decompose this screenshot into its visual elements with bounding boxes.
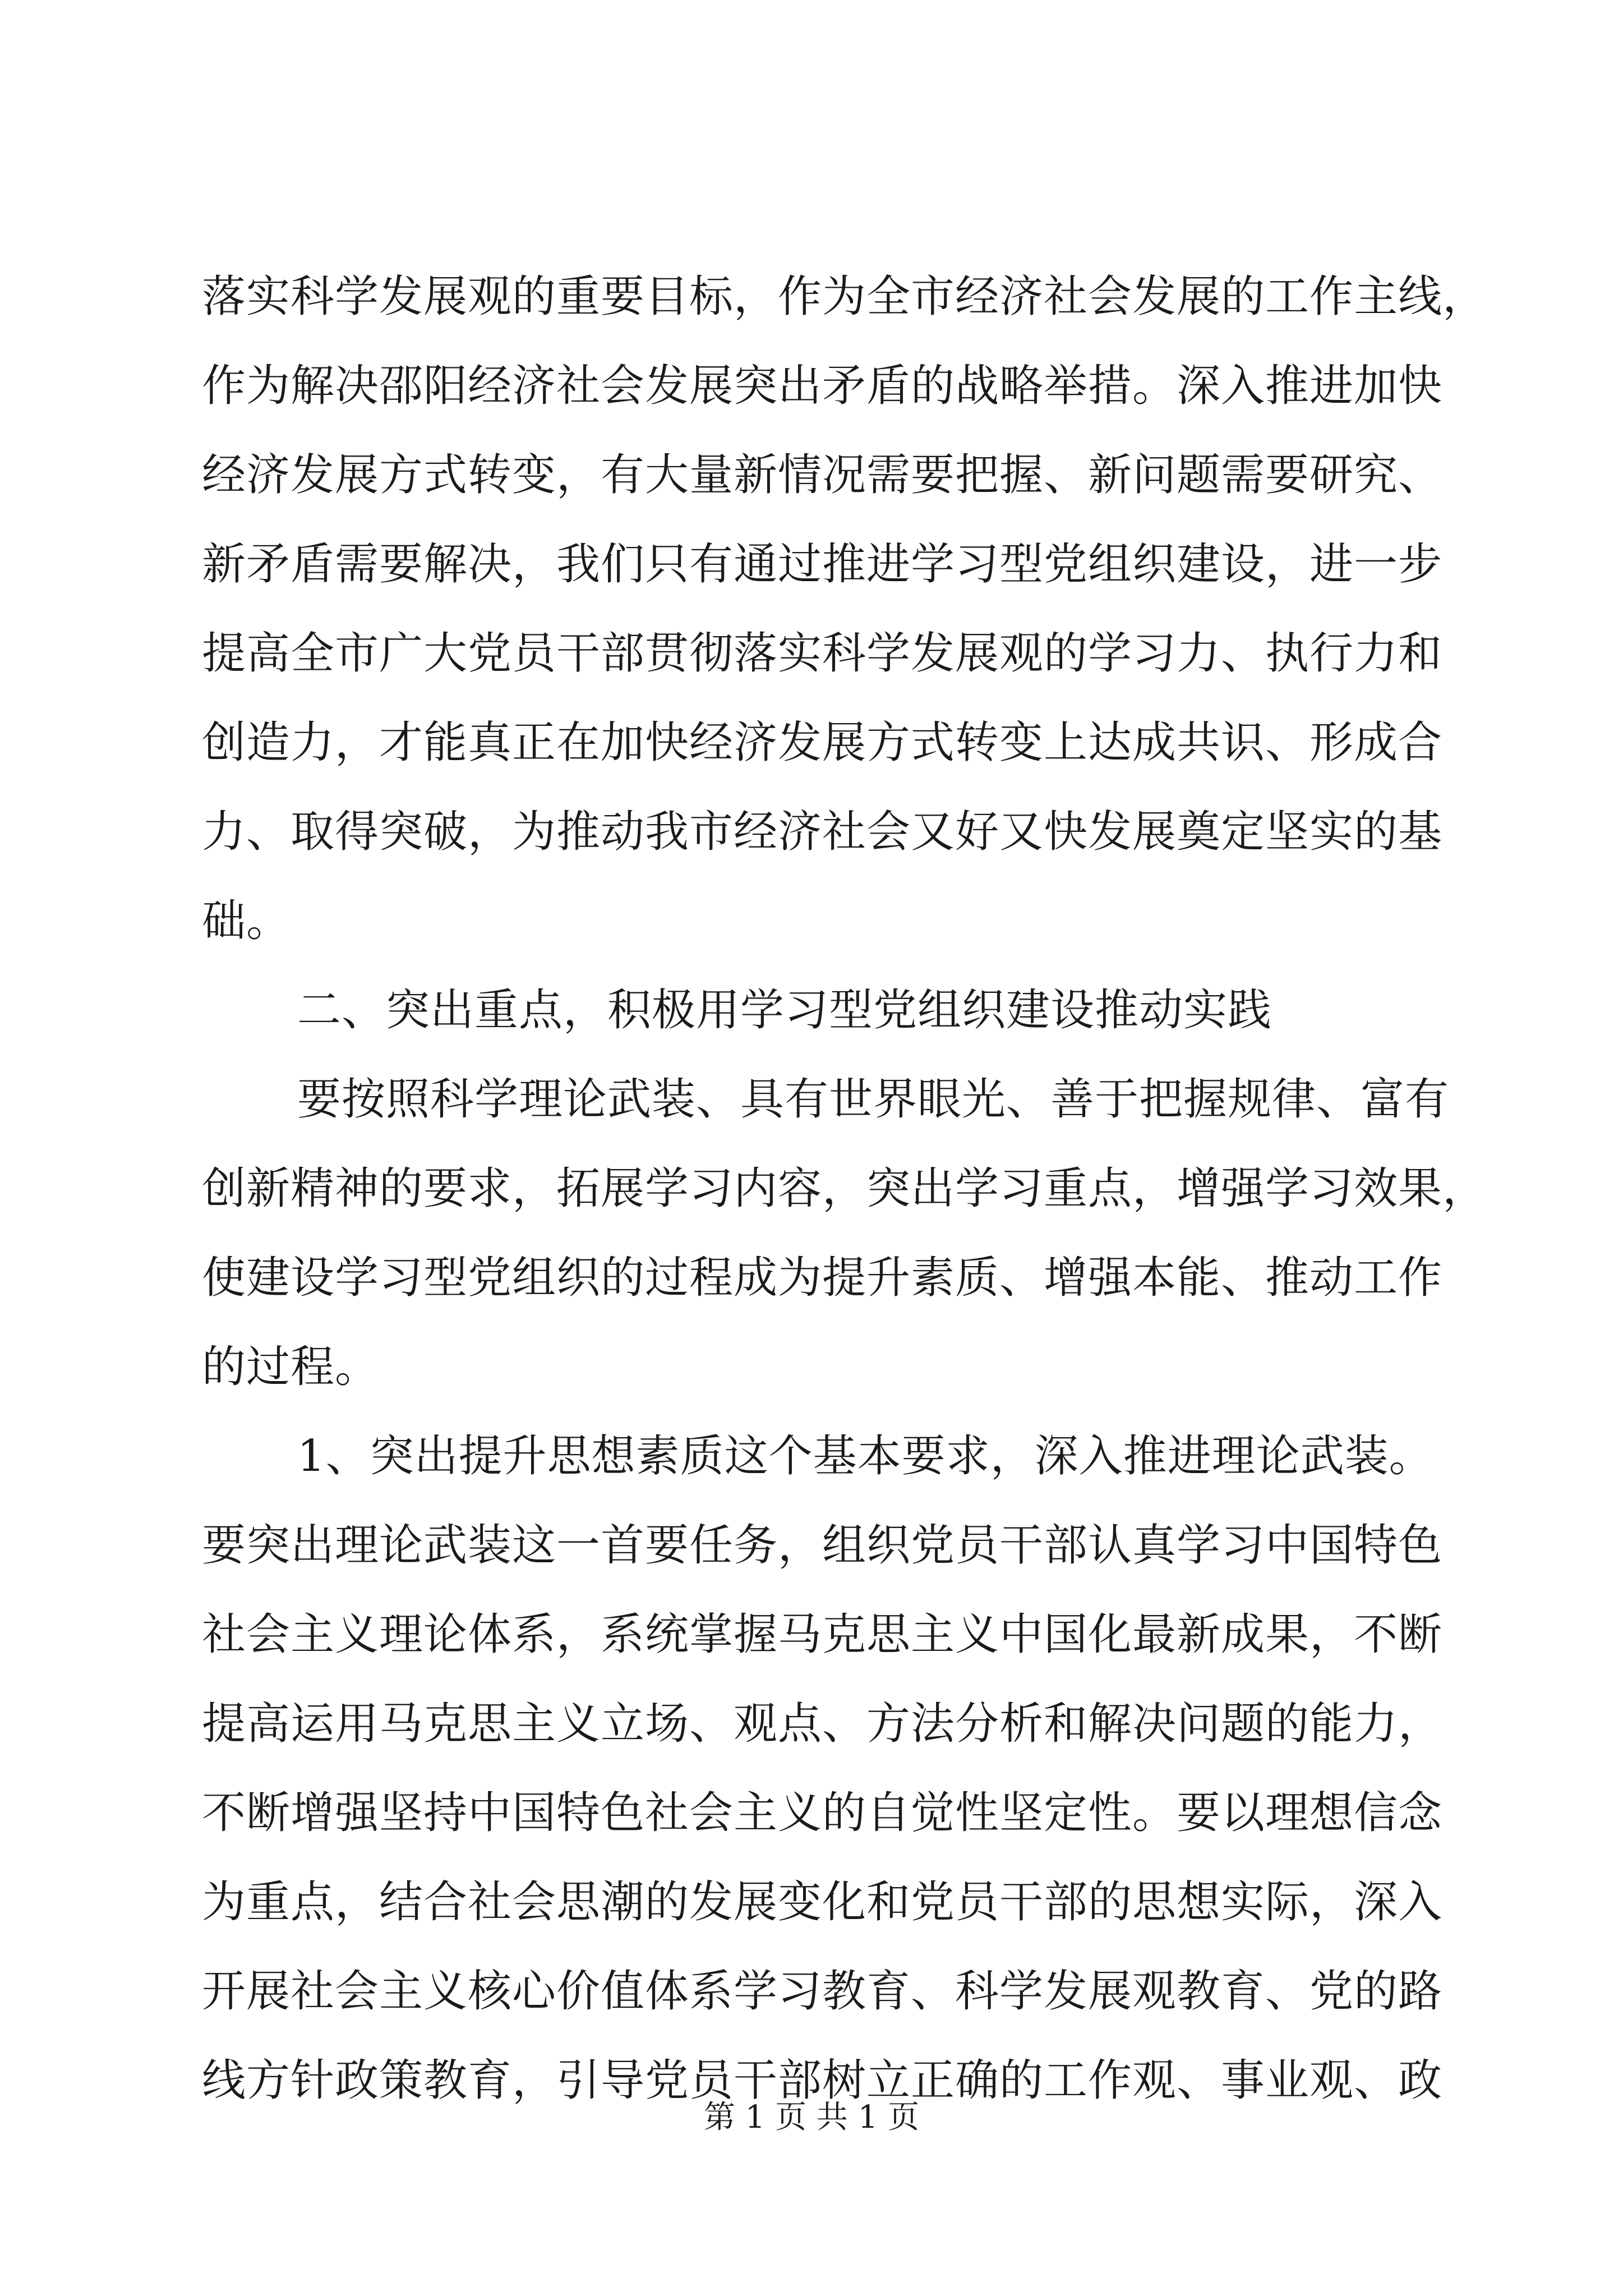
text-line: 社会主义理论体系，系统掌握马克思主义中国化最新成果，不断 [202,1609,1443,1660]
subsection-heading: 1、突出提升思想素质这个基本要求，深入推进理论武装。 [297,1431,1433,1481]
paragraph-first-line: 要按照科学理论武装、具有世界眼光、善于把握规律、富有 [297,1074,1450,1125]
text-line: 提高全市广大党员干部贯彻落实科学发展观的学习力、执行力和 [202,628,1443,679]
text-line: 作为解决邵阳经济社会发展突出矛盾的战略举措。深入推进加快 [202,361,1443,411]
text-line: 提高运用马克思主义立场、观点、方法分析和解决问题的能力， [202,1699,1443,1749]
text-line: 线方针政策教育，引导党员干部树立正确的工作观、事业观、政 [202,2055,1443,2106]
text-line: 要突出理论武装这一首要任务，组织党员干部认真学习中国特色 [202,1520,1443,1571]
text-line: 新矛盾需要解决，我们只有通过推进学习型党组织建设，进一步 [202,539,1443,590]
text-line: 的过程。 [202,1342,380,1392]
document-body [202,252,1487,2125]
text-line: 使建设学习型党组织的过程成为提升素质、增强本能、推动工作 [202,1253,1443,1303]
text-line: 不断增强坚持中国特色社会主义的自觉性坚定性。要以理想信念 [202,1788,1443,1838]
section-heading: 二、突出重点，积极用学习型党组织建设推动实践 [297,985,1272,1036]
text-line: 创新精神的要求，拓展学习内容，突出学习重点，增强学习效果， [202,1163,1487,1214]
text-line: 落实科学发展观的重要目标，作为全市经济社会发展的工作主线， [202,272,1487,322]
page-number-footer: 第 1 页 共 1 页 [703,2099,920,2136]
text-line: 力、取得突破，为推动我市经济社会又好又快发展奠定坚实的基 [202,807,1443,857]
text-line: 开展社会主义核心价值体系学习教育、科学发展观教育、党的路 [202,1966,1443,2017]
text-line: 经济发展方式转变，有大量新情况需要把握、新问题需要研究、 [202,450,1443,500]
text-line: 础。 [202,896,291,946]
text-line: 为重点，结合社会思潮的发展变化和党员干部的思想实际，深入 [202,1877,1443,1927]
text-line: 创造力，才能真正在加快经济发展方式转变上达成共识、形成合 [202,717,1443,768]
